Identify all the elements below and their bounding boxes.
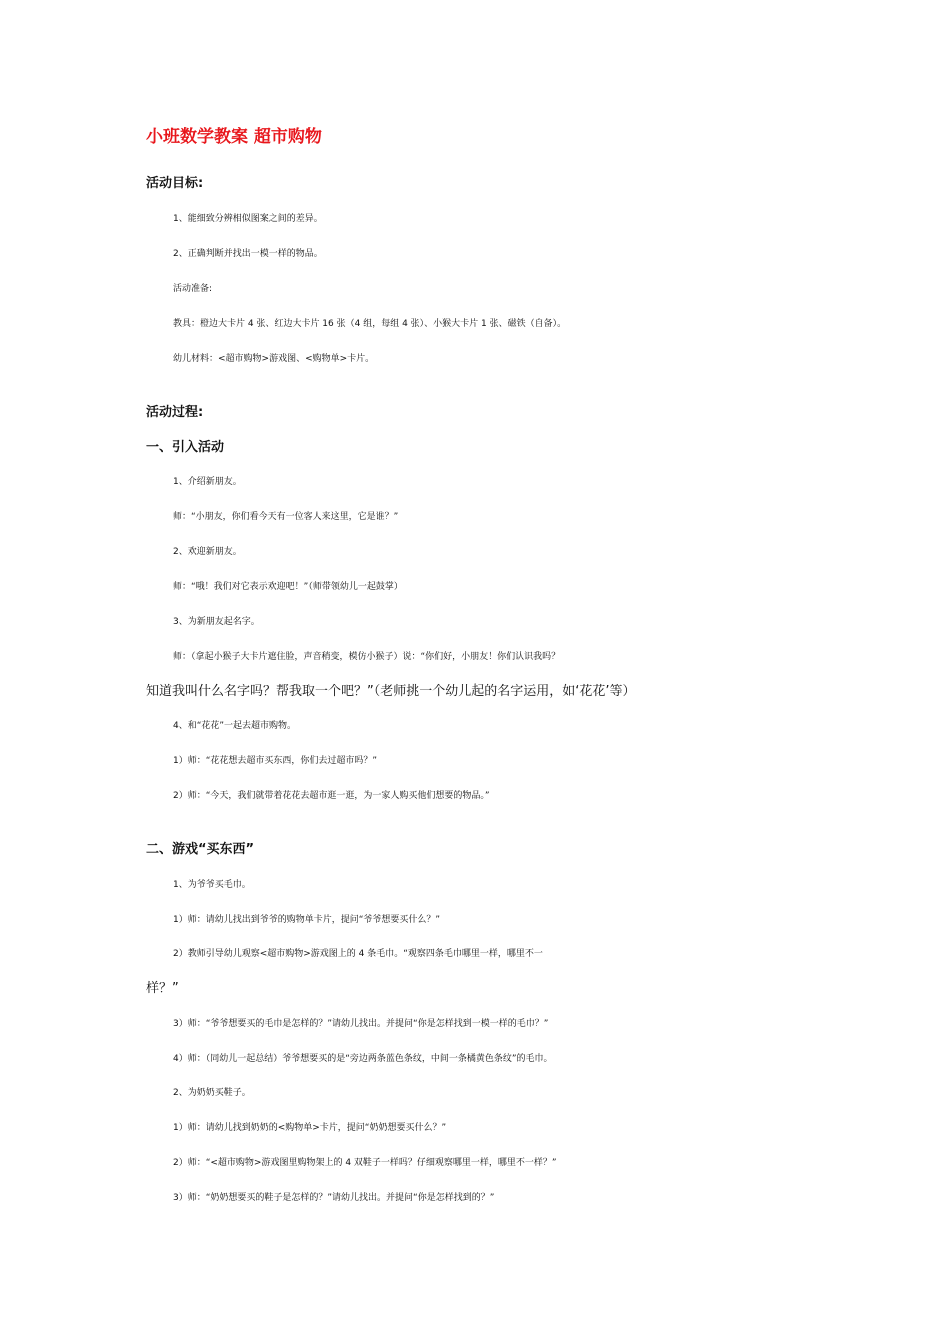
part1-line: 知道我叫什么名字吗？帮我取一个吧？”（老师挑一个幼儿起的名字运用，如‘花花’等）	[146, 684, 636, 699]
part1-line: 2、欢迎新朋友。	[173, 547, 242, 557]
part1-line: 师：“小朋友，你们看今天有一位客人来这里，它是谁？”	[173, 512, 399, 522]
goal-item: 2、正确判断并找出一模一样的物品。	[173, 249, 323, 259]
part2-heading: 二、游戏“买东西”	[146, 842, 255, 857]
part1-line: 师：“哦！我们对它表示欢迎吧！”（师带领幼儿一起鼓掌）	[173, 582, 403, 592]
part2-line: 2、为奶奶买鞋子。	[173, 1088, 251, 1098]
part1-line: 师：（拿起小猴子大卡片遮住脸，声音稍变，模仿小猴子）说：“你们好，小朋友！你们认识我吗？	[173, 652, 561, 662]
process-heading: 活动过程:	[146, 405, 204, 420]
part2-line: 2）教师引导幼儿观察<超市购物>游戏图上的 4 条毛巾。“观察四条毛巾哪里一样，哪里不一	[173, 949, 543, 959]
part1-line: 2）师：“今天，我们就带着花花去超市逛一逛，为一家人购买他们想要的物品。”	[173, 791, 490, 801]
part2-line: 样？”	[146, 981, 179, 996]
part1-line: 1）师：“花花想去超市买东西，你们去过超市吗？”	[173, 756, 378, 766]
part2-line: 1、为爷爷买毛巾。	[173, 880, 251, 890]
part2-line: 4）师：（同幼儿一起总结）爷爷想要买的是“旁边两条蓝色条纹，中间一条橘黄色条纹”的毛巾。	[173, 1054, 553, 1064]
part2-line: 2）师：“<超市购物>游戏图里购物架上的 4 双鞋子一样吗？仔细观察哪里一样，哪里不一样？”	[173, 1158, 557, 1168]
part1-line: 3、为新朋友起名字。	[173, 617, 260, 627]
part2-line: 3）师：“爷爷想要买的毛巾是怎样的？”请幼儿找出。并提问“你是怎样找到一模一样的毛巾？”	[173, 1019, 549, 1029]
prep-heading: 活动准备:	[173, 284, 213, 294]
goals-heading: 活动目标:	[146, 176, 204, 191]
part1-heading: 一、引入活动	[146, 440, 225, 455]
part1-line: 1、介绍新朋友。	[173, 477, 242, 487]
prep-teacher-tools: 教具：橙边大卡片 4 张、红边大卡片 16 张（4 组，每组 4 张）、小猴大卡片 1 张、磁铁（自备）。	[173, 319, 567, 329]
goal-item: 1、能细致分辨相似图案之间的差异。	[173, 214, 323, 224]
part2-line: 1）师：请幼儿找到奶奶的<购物单>卡片，提问“奶奶想要买什么？”	[173, 1123, 447, 1133]
document-title: 小班数学教案 超市购物	[146, 127, 322, 147]
part1-line: 4、和“花花”一起去超市购物。	[173, 721, 297, 731]
part2-line: 3）师：“奶奶想要买的鞋子是怎样的？”请幼儿找出。并提问“你是怎样找到的？”	[173, 1193, 495, 1203]
prep-child-materials: 幼儿材料：<超市购物>游戏图、<购物单>卡片。	[173, 354, 375, 364]
part2-line: 1）师：请幼儿找出到爷爷的购物单卡片，提问“爷爷想要买什么？”	[173, 915, 441, 925]
